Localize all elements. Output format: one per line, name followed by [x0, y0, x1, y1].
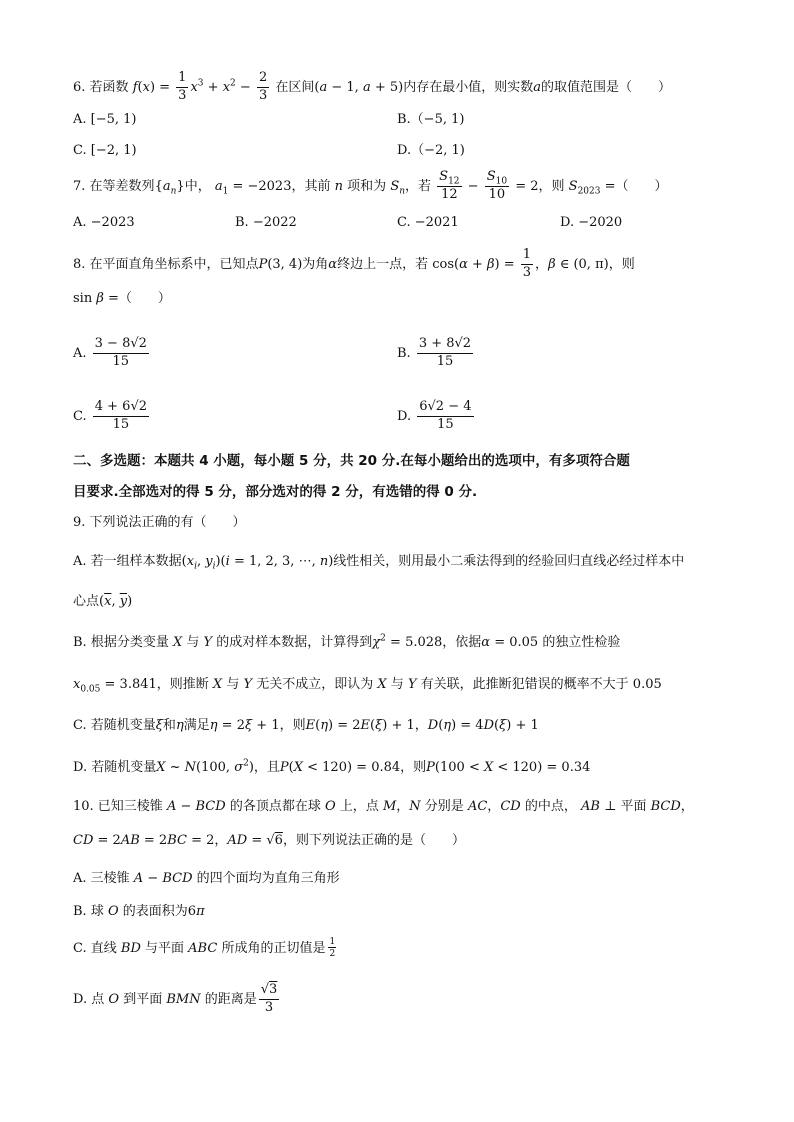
q9-option-b: B. 根据分类变量 X 与 Y 的成对样本数据，计算得到$\chi^2 = 5.028$，依据α = 0.05 的独立性检验: [73, 633, 621, 650]
section-heading-cont: 目要求.全部选对的得 5 分，部分选对的得 2 分，有选错的得 0 分.: [73, 484, 478, 500]
fraction: $\frac{2}{3}$: [258, 70, 268, 103]
section-heading: 二、多选题：本题共 4 小题，每小题 5 分，共 20 分.在每小题给出的选项中，有多项符合题: [73, 453, 630, 469]
fraction: $\frac{1}{3}$: [178, 70, 187, 103]
fraction: $\frac{3 - 8√2}{15}$: [94, 336, 147, 369]
q7-stem: 7. 在等差数列$\{a_n\}$中， $a_1 = -2023$，其前 n 项和为 $S_n$，若 $\frac{S_{12}}{12}$ − $\frac{S_{10}}{10}$ = 2，则 $S_{2023}$ =（ ）: [73, 169, 668, 202]
q6-option-b: B.（−5, 1): [397, 112, 465, 127]
q8-stem-cont: sin β =（ ）: [73, 291, 171, 306]
q8-option-d: D. $\frac{6√2 - 4}{15}$: [397, 399, 472, 432]
q8-option-a: A. $\frac{3 - 8√2}{15}$: [73, 336, 147, 369]
q9-option-a-cont: 心点($\overline{x}$, $\overline{y}$): [73, 594, 133, 609]
q6-option-a: A. [−5, 1): [73, 112, 137, 127]
fraction: $\frac{3 + 8√2}{15}$: [418, 336, 472, 369]
q9-option-a: A. 若一组样本数据($x_i$, $y_i)(i = 1$, 2, 3, ⋯, n)线性相关，则用最小二乘法得到的经验回归直线必经过样本中: [73, 554, 685, 572]
q10-stem: 10. 已知三棱锥 A − BCD 的各顶点都在球 O 上，点 M，N 分别是 AC，CD 的中点， AB ⊥ 平面 BCD，: [73, 799, 694, 814]
fraction: $\frac{S_{10}}{10}$: [486, 169, 508, 202]
fraction: $\frac{1}{3}$: [522, 247, 532, 280]
q9-stem: 9. 下列说法正确的有（ ）: [73, 515, 246, 530]
q10-option-a: A. 三棱锥 A − BCD 的四个面均为直角三角形: [73, 871, 340, 886]
q8-option-c: C. $\frac{4 + 6√2}{15}$: [73, 399, 148, 432]
q9-option-b-cont: $x_{0.05} = 3.841$，则推断 X 与 Y 无关不成立，即认为 X 与 Y 有关联，此推断犯错误的概率不大于 0.05: [73, 677, 662, 695]
fraction: $\frac{1}{2}$: [329, 937, 336, 960]
q7-option-a: A. −2023: [73, 215, 135, 230]
q8-stem: 8. 在平面直角坐标系中，已知点P(3, 4)为角α终边上一点，若 cos(α + β) = $\frac{1}{3}$ ，β ∈ (0, π)，则: [73, 247, 635, 280]
fraction: $\frac{√3}{3}$: [260, 982, 278, 1015]
q10-option-c: C. 直线 BD 与平面 ABC 所成角的正切值是 $\frac{1}{2}$: [73, 937, 336, 960]
q7-option-d: D. −2020: [560, 215, 623, 230]
q6-option-d: D.（−2, 1): [397, 143, 465, 158]
q9-option-c: C. 若随机变量ξ和η满足η = 2ξ + 1，则E(η) = 2E(ξ) + 1，D(η) = 4D(ξ) + 1: [73, 718, 539, 733]
fraction: $\frac{4 + 6√2}{15}$: [94, 399, 148, 432]
q10-option-b: B. 球 O 的表面积为6π: [73, 904, 205, 919]
fraction: $\frac{S_{12}}{12}$: [439, 169, 460, 202]
fraction: $\frac{6√2 - 4}{15}$: [419, 399, 472, 432]
q7-option-b: B. −2022: [235, 215, 297, 230]
q6-option-c: C. [−2, 1): [73, 143, 137, 158]
q6-stem: 6. 若函数 f(x) = $\frac{1}{3}$ $x^3 + x^2$ − $\frac{2}{3}$ 在区间(a − 1, a + 5)内存在最小值，则实数a的取值范围是（ ）: [73, 70, 671, 103]
q10-stem-cont: CD = 2AB = 2BC = 2，AD = √6，则下列说法正确的是（ ）: [73, 833, 465, 848]
q8-option-b: B. $\frac{3 + 8√2}{15}$: [397, 336, 472, 369]
q10-option-d: D. 点 O 到平面 BMN 的距离是 $\frac{√3}{3}$: [73, 982, 278, 1015]
q9-option-d: D. 若随机变量X ~ N(100, $\sigma^2$)，且P(X < 120) = 0.84，则P(100 < X < 120) = 0.34: [73, 758, 591, 775]
q7-option-c: C. −2021: [397, 215, 459, 230]
